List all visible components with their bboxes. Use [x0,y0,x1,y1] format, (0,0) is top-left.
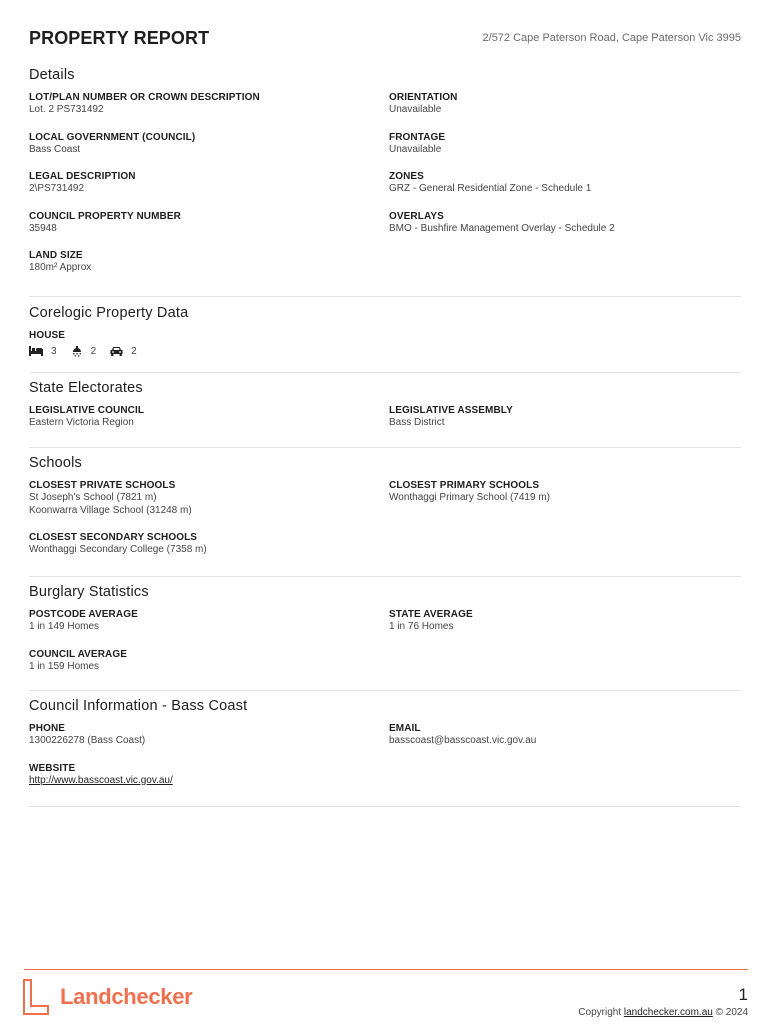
bath-icon [71,346,83,357]
copyright-prefix: Copyright [578,1007,624,1018]
field-label: COUNCIL AVERAGE [29,648,127,660]
field-label: HOUSE [29,330,66,341]
section-title-corelogic: Corelogic Property Data [29,305,189,321]
corelogic-section [29,305,741,359]
section-title-council-info: Council Information - Bass Coast [29,698,248,714]
school-item: St Joseph's School (7821 m) [29,492,157,503]
field-property-type [29,329,741,359]
field-value: Unavailable [389,143,442,155]
section-title-burglary: Burglary Statistics [29,584,149,600]
field-overlays [389,210,741,236]
field-council-property-number [29,210,389,236]
field-legislative-assembly [389,404,741,430]
field-zones [389,170,741,196]
council-info-section [29,698,741,787]
bathrooms-feature [71,346,97,357]
school-item: Wonthaggi Primary School (7419 m) [389,492,550,503]
section-divider [29,576,741,577]
page-title: PROPERTY REPORT [29,28,210,48]
bed-icon [29,346,43,356]
field-value: Bass District [389,417,445,428]
field-value: BMO - Bushfire Management Overlay - Schedule 2 [389,222,615,234]
field-label: LEGISLATIVE COUNCIL [29,405,145,416]
field-label: OVERLAYS [389,210,444,222]
field-label: POSTCODE AVERAGE [29,609,138,620]
property-features [29,343,741,359]
report-header [29,28,741,52]
bedrooms-count: 3 [51,345,57,357]
property-address: 2/572 Cape Paterson Road, Cape Paterson Vic 3995 [482,32,741,44]
school-item: Wonthaggi Secondary College (7358 m) [29,544,207,555]
field-private-schools [29,479,389,517]
section-divider [29,372,741,373]
field-label: PHONE [29,723,66,734]
bathrooms-count: 2 [90,345,97,357]
footer-accent-line [24,969,748,970]
field-value: Lot. 2 PS731492 [29,104,104,115]
field-email [389,722,741,748]
field-label: LAND SIZE [29,250,83,261]
field-value: GRZ - General Residential Zone - Schedule 1 [389,183,592,194]
field-website [29,762,389,788]
field-legislative-council [29,404,389,430]
field-lot-plan [29,91,389,117]
field-label: COUNCIL PROPERTY NUMBER [29,210,181,222]
field-orientation [389,91,741,117]
page-number: 1 [738,985,748,1004]
school-item: Koonwarra Village School (31248 m) [29,504,192,516]
field-primary-schools [389,479,741,517]
field-council-average [29,648,389,674]
logo-text: Landchecker [60,984,193,1009]
landchecker-logo [22,978,192,1016]
field-value: Bass Coast [29,143,81,155]
field-value: 2\PS731492 [29,183,85,194]
electorates-section [29,380,741,430]
field-value: 1 in 149 Homes [29,621,100,632]
field-label: LEGISLATIVE ASSEMBLY [389,405,513,416]
field-value: 180m² Approx [29,262,92,273]
field-label: STATE AVERAGE [389,609,473,620]
field-label: CLOSEST PRIMARY SCHOOLS [389,480,540,491]
field-value: 1 in 159 Homes [29,660,100,672]
website-link[interactable]: http://www.basscoast.vic.gov.au/ [29,774,173,786]
burglary-section [29,584,741,673]
section-title-electorates: State Electorates [29,380,143,396]
field-label: ORIENTATION [389,92,458,103]
field-label: ZONES [389,171,424,182]
email-value: basscoast@basscoast.vic.gov.au [389,735,537,746]
phone-value: 1300226278 (Bass Coast) [29,735,146,746]
field-land-size [29,249,389,275]
field-label: CLOSEST SECONDARY SCHOOLS [29,532,198,543]
section-divider [29,447,741,448]
car-spaces-feature [110,346,137,357]
copyright-suffix: © 2024 [712,1007,748,1018]
field-label: FRONTAGE [389,131,446,143]
section-divider [29,806,741,807]
field-value: 1 in 76 Homes [389,621,454,632]
details-section [29,67,741,275]
field-postcode-average [29,608,389,634]
section-divider [29,296,741,297]
field-council [29,131,389,157]
field-phone [29,722,389,748]
schools-section [29,455,741,557]
car-icon [110,346,123,356]
copyright-notice [578,1007,748,1018]
section-divider [29,690,741,691]
field-state-average [389,608,741,634]
field-label: EMAIL [389,723,421,734]
field-label: LOT/PLAN NUMBER OR CROWN DESCRIPTION [29,92,260,103]
field-value: Unavailable [389,104,442,115]
car-spaces-count: 2 [131,345,137,357]
field-value: 35948 [29,222,57,234]
field-label: WEBSITE [29,762,76,774]
field-label: CLOSEST PRIVATE SCHOOLS [29,480,176,491]
landchecker-link[interactable]: landchecker.com.au [623,1007,713,1018]
field-label: LEGAL DESCRIPTION [29,171,136,182]
field-secondary-schools [29,531,389,557]
field-label: LOCAL GOVERNMENT (COUNCIL) [29,131,196,143]
bedrooms-feature [29,346,57,357]
section-title-schools: Schools [29,455,82,471]
field-legal-description [29,170,389,196]
logo-mark-icon [22,978,52,1016]
field-frontage [389,131,741,157]
section-title-details: Details [29,67,75,83]
field-value: Eastern Victoria Region [29,417,134,428]
